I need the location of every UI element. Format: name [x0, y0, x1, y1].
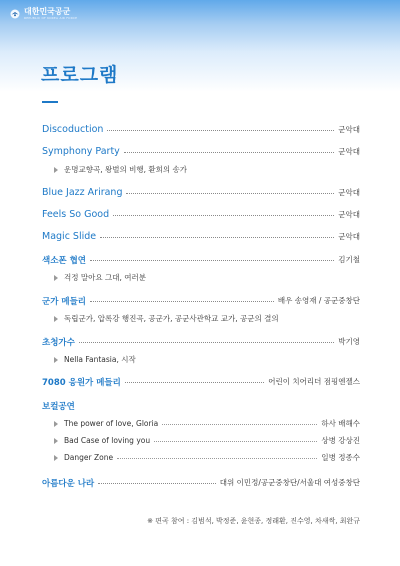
- triangle-bullet-icon: [54, 438, 58, 444]
- triangle-bullet-icon: [54, 316, 58, 322]
- program-performer: 군악대: [338, 232, 360, 241]
- dotted-leader: [124, 152, 334, 153]
- program-row: [42, 400, 360, 411]
- dotted-leader: [90, 301, 274, 302]
- triangle-bullet-icon: [54, 167, 58, 173]
- program-performer: 배우 송영재 / 공군중창단: [277, 296, 360, 305]
- program-item: [42, 254, 360, 283]
- program-performer: 군악대: [338, 125, 360, 134]
- triangle-bullet-icon: [54, 421, 58, 427]
- program-title: 초청가수: [42, 337, 75, 348]
- program-item: [42, 477, 360, 488]
- program-item: [42, 209, 360, 220]
- org-subtitle: REPUBLIC OF KOREA AIR FORCE: [24, 16, 78, 20]
- program-row: [42, 336, 360, 347]
- song-item: [54, 418, 360, 429]
- program-item: [42, 146, 360, 175]
- program-row: [42, 187, 360, 198]
- program-performer: 군악대: [338, 188, 360, 197]
- program-title: 보컬공연: [42, 401, 75, 412]
- song-title: The power of love, Gloria: [64, 419, 159, 428]
- program-row: [42, 231, 360, 242]
- program-title: Symphony Party: [42, 146, 120, 157]
- title-underline: [42, 101, 58, 103]
- song-title: Bad Case of loving you: [64, 436, 151, 445]
- program-performer: 대위 이민정/공군중창단/서울대 여성중창단: [219, 478, 360, 487]
- program-performer: 군악대: [338, 147, 360, 156]
- program-row: [42, 124, 360, 135]
- song-item: [54, 272, 360, 283]
- program-performer: 박기영: [338, 337, 360, 346]
- program-row: [42, 146, 360, 157]
- dotted-leader: [154, 441, 317, 442]
- program-item: [42, 187, 360, 198]
- song-title: Danger Zone: [64, 453, 114, 462]
- song-performer: 일병 정종수: [321, 453, 360, 462]
- org-name: 대한민국공군: [24, 7, 71, 16]
- program-title: 7080 응원가 메들리: [42, 377, 121, 388]
- program-title: Magic Slide: [42, 231, 97, 242]
- program-row: [42, 477, 360, 488]
- program-title: Feels So Good: [42, 209, 110, 220]
- program-performer: 어린이 치어리더 점핑엔젤스: [268, 377, 360, 386]
- air-force-emblem-icon: [10, 9, 20, 19]
- song-item: [54, 313, 360, 324]
- program-item: [42, 231, 360, 242]
- song-performer: 상병 강상진: [321, 436, 360, 445]
- program-title: Discoduction: [42, 124, 104, 135]
- song-title: 운명교향곡, 왕벌의 비행, 환희의 송가: [64, 165, 187, 174]
- song-item: [54, 164, 360, 175]
- program-item: [42, 376, 360, 387]
- program-title: 아름다운 나라: [42, 478, 95, 489]
- dotted-leader: [98, 483, 216, 484]
- song-title: 걱정 말아요 그대, 여러분: [64, 273, 146, 282]
- program-item: [42, 124, 360, 135]
- program-title: 색소폰 협연: [42, 255, 87, 266]
- program-item: [42, 400, 360, 463]
- program-item: [42, 295, 360, 324]
- triangle-bullet-icon: [54, 357, 58, 363]
- dotted-leader: [125, 382, 264, 383]
- dotted-leader: [79, 342, 334, 343]
- song-item: [54, 435, 360, 446]
- song-performer: 하사 배해수: [321, 419, 360, 428]
- triangle-bullet-icon: [54, 455, 58, 461]
- arrangement-credits: ※ 편곡 참여 : 김범석, 박정준, 윤현종, 정래환, 진수영, 차새싹, 최완규: [147, 517, 360, 525]
- dotted-leader: [90, 260, 334, 261]
- song-title: Nella Fantasia, 시작: [64, 355, 136, 364]
- triangle-bullet-icon: [54, 275, 58, 281]
- program-row: [42, 254, 360, 265]
- program-item: [42, 336, 360, 365]
- dotted-leader: [113, 215, 334, 216]
- program-performer: 김기철: [338, 255, 360, 264]
- air-force-logo: [10, 8, 77, 20]
- program-row: [42, 209, 360, 220]
- song-title: 독립군가, 압록강 행진곡, 공군가, 공군사관학교 교가, 공군의 결의: [64, 314, 279, 323]
- program-row: [42, 376, 360, 387]
- program-performer: 군악대: [338, 210, 360, 219]
- dotted-leader: [100, 237, 334, 238]
- song-item: [54, 452, 360, 463]
- program-title: 군가 메들리: [42, 296, 87, 307]
- dotted-leader: [107, 130, 334, 131]
- song-item: [54, 354, 360, 365]
- program-title: Blue Jazz Arirang: [42, 187, 123, 198]
- page-title: 프로그램: [41, 64, 119, 86]
- dotted-leader: [162, 424, 317, 425]
- dotted-leader: [117, 458, 317, 459]
- program-row: [42, 295, 360, 306]
- dotted-leader: [126, 193, 334, 194]
